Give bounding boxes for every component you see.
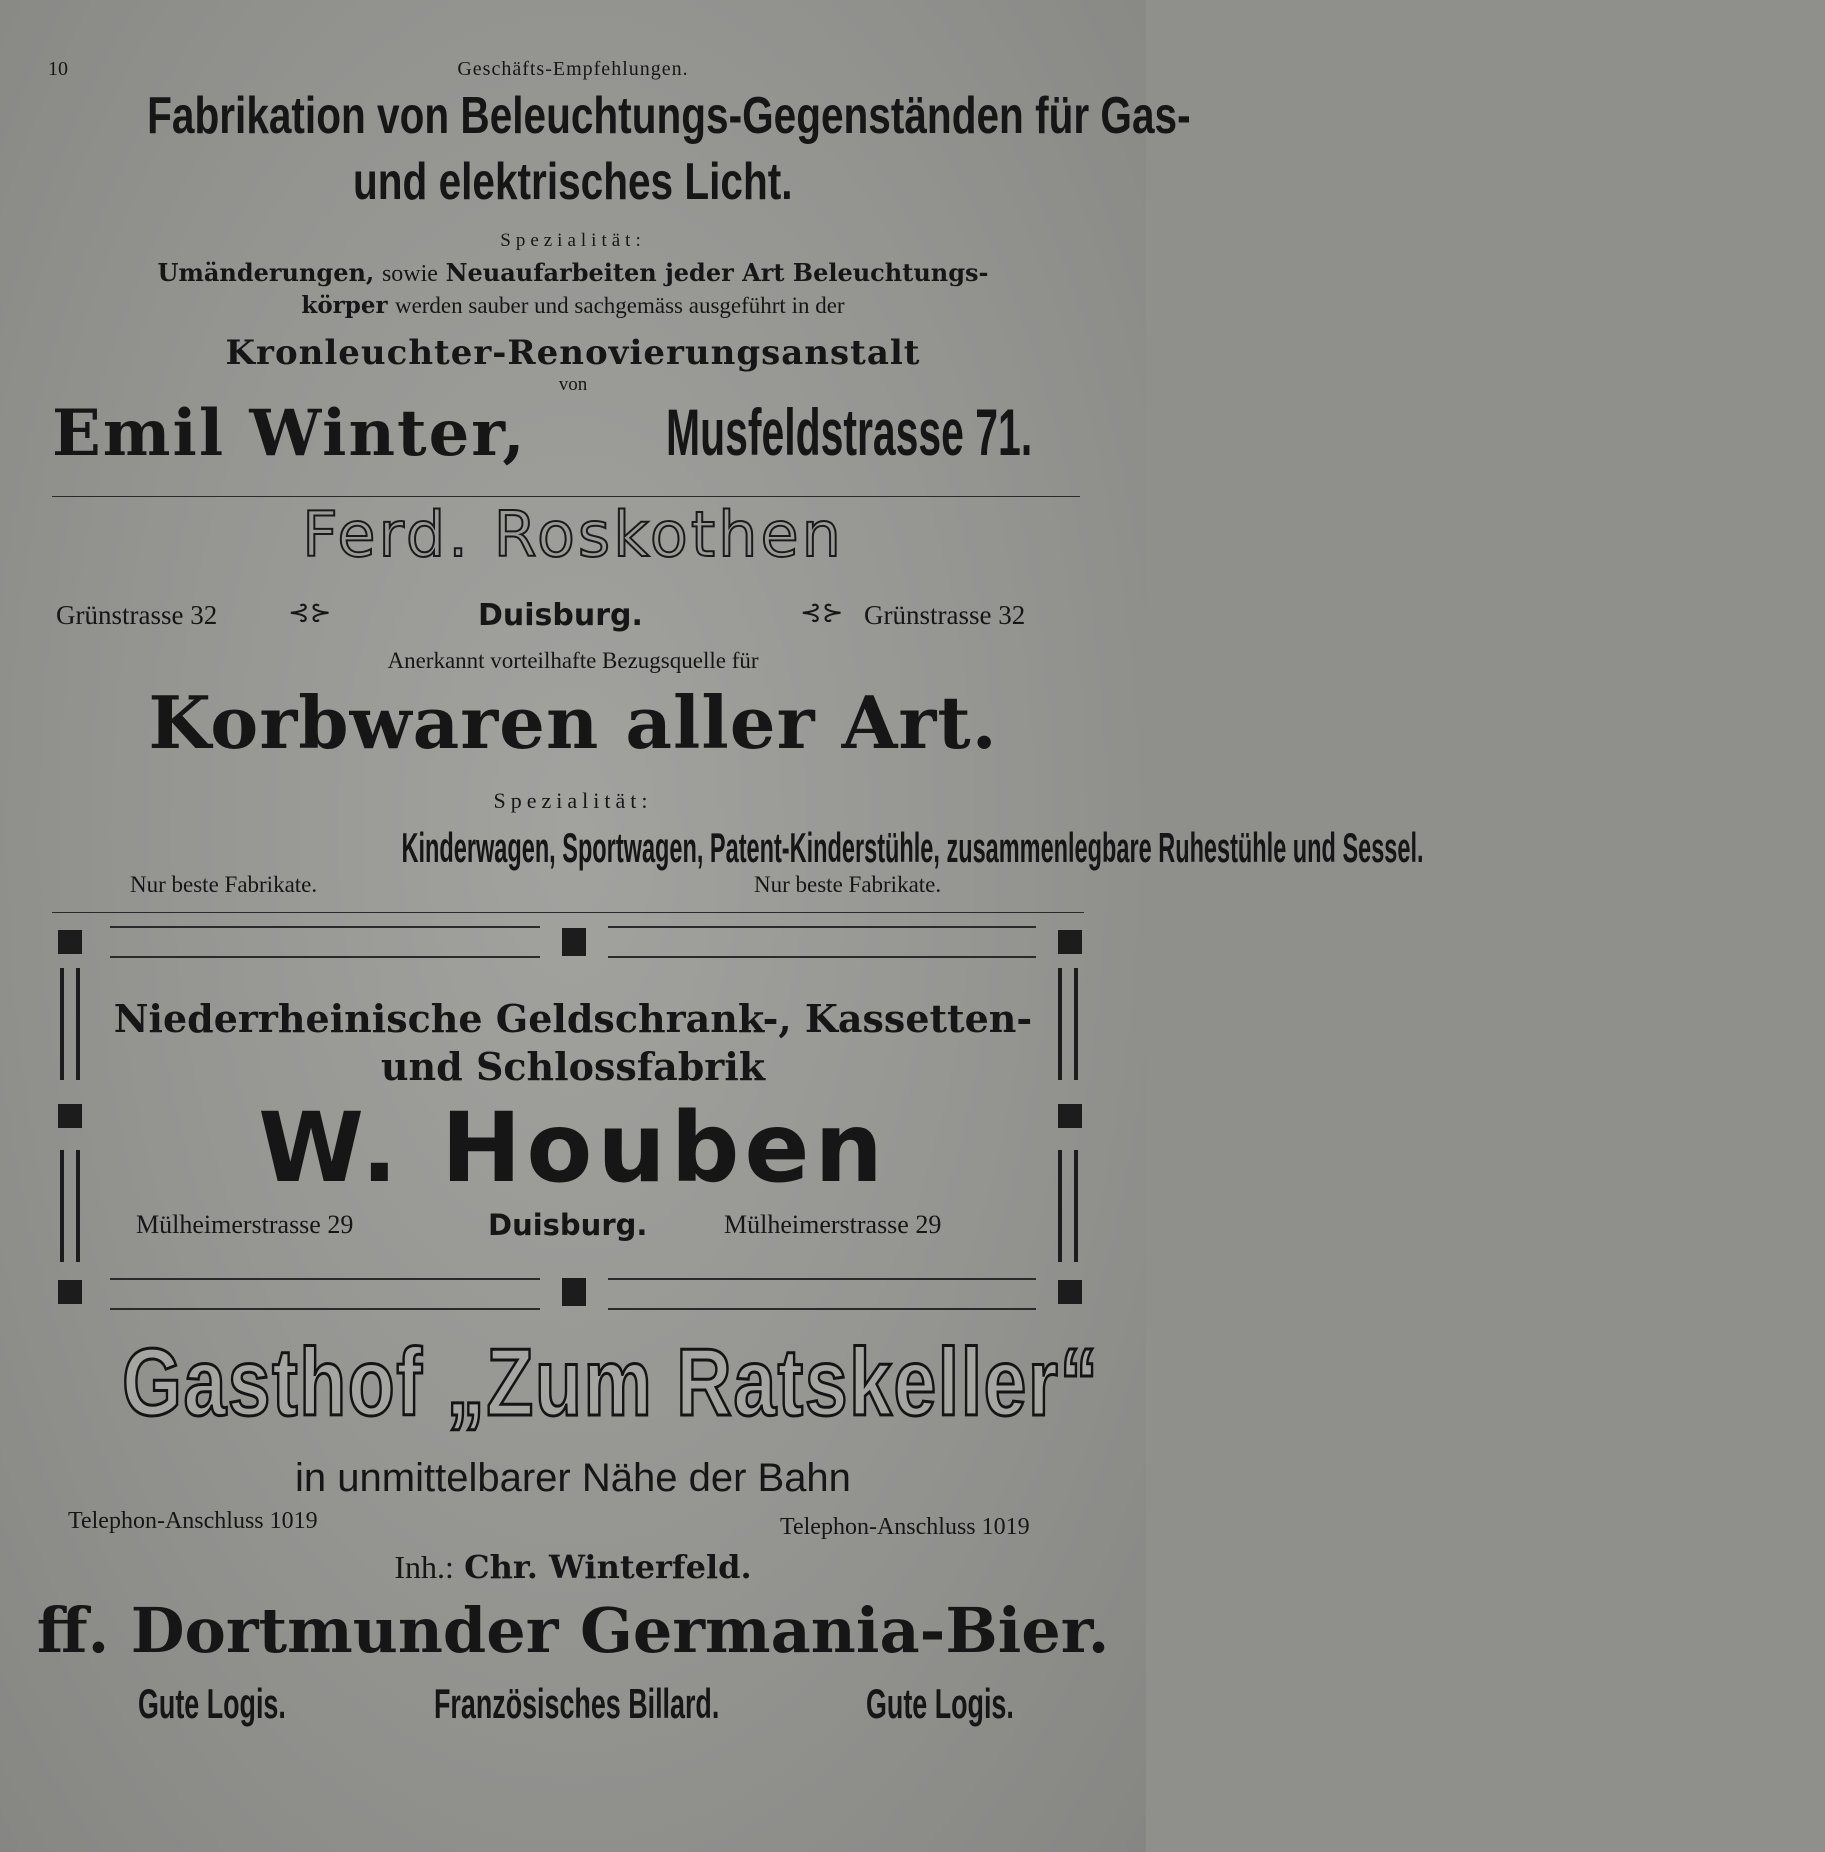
ad2-address-left: Grünstrasse 32 [56,600,218,630]
frame-line [608,926,1036,928]
ad2-address-right: Grünstrasse 32 [864,600,1026,630]
ad4-owner-name: Chr. Winterfeld. [464,1548,752,1586]
ad4-phone-left: Telephon-Anschluss 1019 [68,1508,318,1534]
section-title: Geschäfts-Empfehlungen. [457,58,689,80]
ad4-amenity-left: Gute Logis. [138,1680,286,1727]
ad1-plain-text: sowie [381,261,438,287]
ad1-bold-text: körper [301,292,388,319]
ad3-address-left: Mülheimerstrasse 29 [136,1210,354,1239]
ad1-from-word: von [558,374,588,395]
ad2-city: Duisburg. [478,598,643,633]
ad1-plain-text: werden sauber und sachgemäss ausgeführt in der [394,293,845,318]
ad4-owner-label: Inh.: [394,1549,454,1585]
ad3-line1: Niederrheinische Geldschrank-, Kassetten- [113,996,1033,1041]
ad3-city: Duisburg. [488,1208,648,1242]
ad4-location: in unmittelbarer Nähe der Bahn [295,1456,851,1500]
frame-corner [1058,930,1082,954]
ad1-specialty-label: Spezialität: [500,230,646,251]
ad4-phone-right: Telephon-Anschluss 1019 [780,1514,1030,1540]
ad1-headline-line2: und elektrisches Licht. [353,153,793,211]
ad1-body-line1 [0,258,1146,288]
frame-line [608,956,1036,958]
ad4-name: Gasthof „Zum Ratskeller“ [122,1329,1100,1436]
ad1-company-type: Kronleuchter-Renovierungsanstalt [225,333,921,373]
ad2-divider [52,912,1084,913]
ad3-address-right: Mülheimerstrasse 29 [724,1210,942,1239]
ad2-recommendation: Anerkannt vorteilhafte Bezugsquelle für [387,648,759,673]
ad1-bold-text: Neuaufarbeiten jeder Art Beleuchtungs- [445,258,989,287]
ad4-owner-line [0,1548,1146,1586]
ad1-owner-name: Emil Winter, [52,396,527,471]
frame-corner [562,1278,586,1306]
frame-line [608,1308,1036,1310]
ad4-beer: ff. Dortmunder Germania-Bier. [36,1594,1110,1667]
ad2-firm-name: Ferd. Roskothen [302,498,844,571]
ad1-address: Musfeldstrasse 71. [666,395,1033,469]
ad2-products: Kinderwagen, Sportwagen, Patent-Kinderstühle, zusammenlegbare Ruhestühle und Sessel. [401,824,1424,871]
frame-corner [1058,1280,1082,1304]
ornament-icon: ⊰⊱ [288,598,332,628]
ad3-owner: W. Houben [258,1092,888,1204]
frame-line [110,1278,540,1280]
ad1-body-line2 [0,292,1146,319]
ad4-amenity-right: Gute Logis. [866,1680,1014,1727]
frame-corner [562,928,586,956]
ad2-specialty-label: Spezialität: [493,788,653,813]
ad2-note-right: Nur beste Fabrikate. [754,872,942,897]
ad2-note-left: Nur beste Fabrikate. [130,872,318,897]
frame-corner [58,930,82,954]
ad1-headline-line1: Fabrikation von Beleuchtungs-Gegenständen für Gas- [147,87,1191,145]
frame-corner [58,1280,82,1304]
frame-line [110,926,540,928]
ad1-divider [52,496,1080,497]
ornament-icon: ⊰⊱ [800,598,844,628]
frame-line [110,1308,540,1310]
frame-line [608,1278,1036,1280]
ad3-line2: und Schlossfabrik [380,1044,766,1089]
page-number: 10 [48,58,68,80]
ad1-bold-text: Umänderungen, [157,258,375,287]
frame-line [110,956,540,958]
ad4-amenity-center: Französisches Billard. [434,1680,720,1727]
ad2-headline: Korbwaren aller Art. [148,680,998,765]
